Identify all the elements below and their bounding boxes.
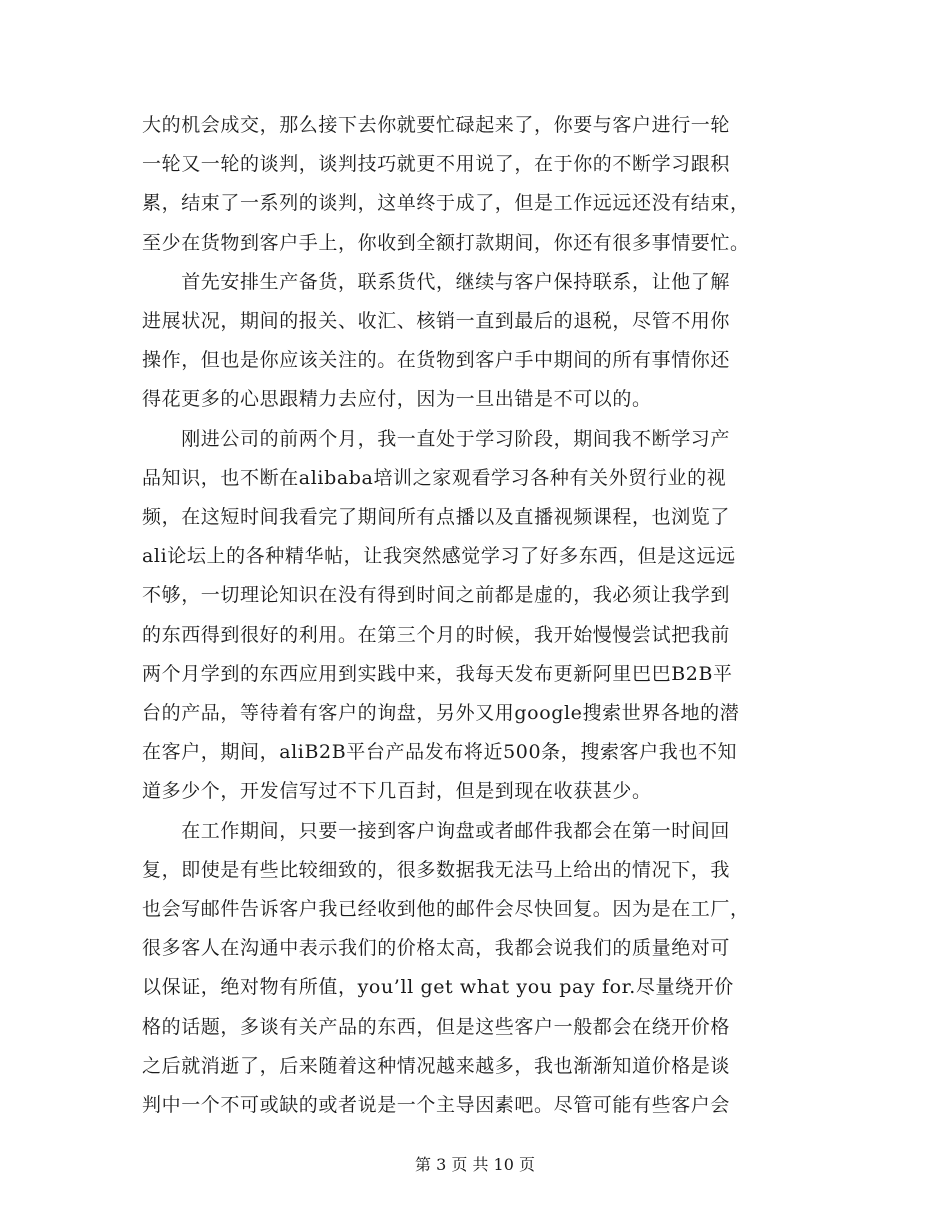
text-line: 进展状况，期间的报关、收汇、核销一直到最后的退税，尽管不用你 bbox=[142, 310, 731, 332]
text-line: 的东西得到很好的利用。在第三个月的时候，我开始慢慢尝试把我前 bbox=[142, 623, 731, 646]
text-line: 刚进公司的前两个月，我一直处于学习阶段，期间我不断学习产 bbox=[142, 427, 731, 450]
text-line: 大的机会成交，那么接下去你就要忙碌起来了，你要与客户进行一轮 bbox=[142, 114, 731, 136]
text-line: 复，即使是有些比较细致的，很多数据我无法马上给出的情况下，我 bbox=[142, 858, 731, 881]
text-line: 频，在这短时间我看完了期间所有点播以及直播视频课程，也浏览了 bbox=[142, 506, 731, 528]
text-line: 累，结束了一系列的谈判，这单终于成了，但是工作远远还没有结束， bbox=[142, 192, 750, 215]
text-line: 两个月学到的东西应用到实践中来，我每天发布更新阿里巴巴B2B平 bbox=[142, 662, 733, 685]
text-line: 不够，一切理论知识在没有得到时间之前都是虚的，我必须让我学到 bbox=[142, 584, 731, 607]
text-line: 以保证，绝对物有所值，you’ll get what you pay for.尽量绕开价 bbox=[142, 976, 734, 999]
text-line: 格的话题，多谈有关产品的东西，但是这些客户一般都会在绕开价格 bbox=[142, 1015, 731, 1038]
text-line: 也会写邮件告诉客户我已经收到他的邮件会尽快回复。因为是在工厂， bbox=[142, 898, 750, 920]
text-line: 操作，但也是你应该关注的。在货物到客户手中期间的所有事情你还 bbox=[142, 349, 731, 372]
text-line: 一轮又一轮的谈判，谈判技巧就更不用说了，在于你的不断学习跟积 bbox=[142, 153, 731, 176]
text-line: 在工作期间，只要一接到客户询盘或者邮件我都会在第一时间回 bbox=[142, 819, 731, 842]
text-line: ali论坛上的各种精华帖，让我突然感觉学习了好多东西，但是这远远 bbox=[142, 545, 736, 568]
text-line: 得花更多的心思跟精力去应付，因为一旦出错是不可以的。 bbox=[142, 388, 652, 411]
text-line: 很多客人在沟通中表示我们的价格太高，我都会说我们的质量绝对可 bbox=[142, 937, 731, 960]
text-line: 道多少个，开发信写过不下几百封，但是到现在收获甚少。 bbox=[142, 780, 652, 803]
text-line: 判中一个不可或缺的或者说是一个主导因素吧。尽管可能有些客户会 bbox=[142, 1094, 731, 1116]
text-line: 至少在货物到客户手上，你收到全额打款期间，你还有很多事情要忙。 bbox=[142, 231, 750, 254]
page-footer: 第 3 页 共 10 页 bbox=[415, 1155, 535, 1174]
text-line: 台的产品，等待着有客户的询盘，另外又用google搜索世界各地的潜 bbox=[142, 702, 740, 724]
text-line: 品知识，也不断在alibaba培训之家观看学习各种有关外贸行业的视 bbox=[142, 466, 727, 489]
text-line: 在客户，期间，aliB2B平台产品发布将近500条，搜索客户我也不知 bbox=[142, 741, 738, 764]
text-line: 之后就消逝了，后来随着这种情况越来越多，我也渐渐知道价格是谈 bbox=[142, 1054, 731, 1077]
text-line: 首先安排生产备货，联系货代，继续与客户保持联系，让他了解 bbox=[142, 270, 731, 293]
